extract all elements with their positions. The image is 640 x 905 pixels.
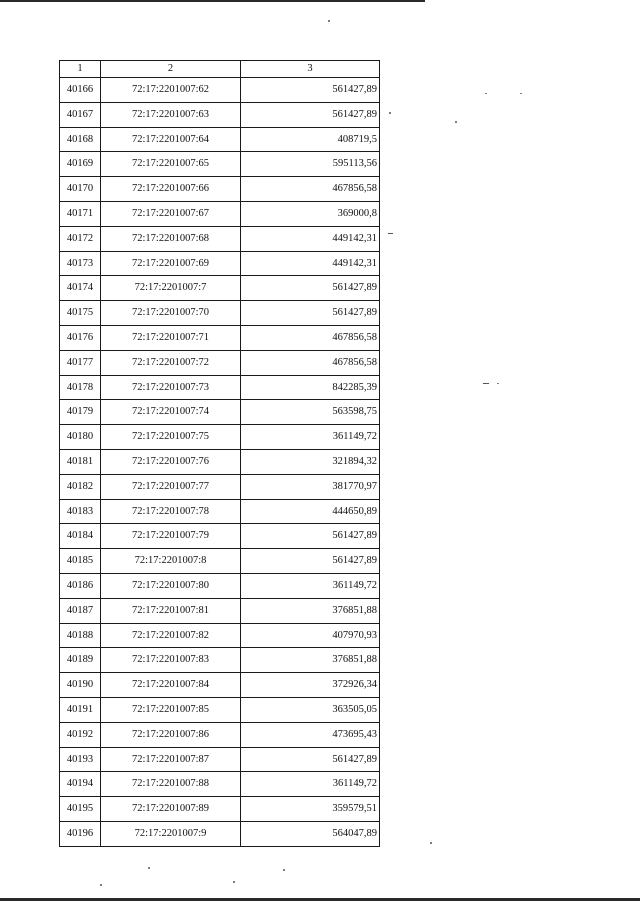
value-cell: 561427,89 xyxy=(241,549,380,574)
cadastral-number-cell: 72:17:2201007:70 xyxy=(101,301,241,326)
table-row xyxy=(60,201,380,226)
header-row xyxy=(60,61,380,78)
cadastral-number-cell: 72:17:2201007:81 xyxy=(101,598,241,623)
row-number-cell: 40194 xyxy=(60,772,101,797)
cadastral-number-cell: 72:17:2201007:86 xyxy=(101,722,241,747)
row-number-cell: 40182 xyxy=(60,474,101,499)
table-row xyxy=(60,648,380,673)
cadastral-number-cell: 72:17:2201007:79 xyxy=(101,524,241,549)
cadastral-number-cell: 72:17:2201007:8 xyxy=(101,549,241,574)
value-cell: 595113,56 xyxy=(241,152,380,177)
cadastral-number-cell: 72:17:2201007:69 xyxy=(101,251,241,276)
cadastral-number-cell: 72:17:2201007:88 xyxy=(101,772,241,797)
value-cell: 363505,05 xyxy=(241,697,380,722)
value-cell: 407970,93 xyxy=(241,623,380,648)
value-cell: 561427,89 xyxy=(241,301,380,326)
table-row xyxy=(60,251,380,276)
scan-top-rule xyxy=(0,0,425,2)
cadastral-number-cell: 72:17:2201007:87 xyxy=(101,747,241,772)
cadastral-number-cell: 72:17:2201007:82 xyxy=(101,623,241,648)
scan-speck xyxy=(100,884,102,886)
column-header-1: 1 xyxy=(60,61,101,78)
table-row xyxy=(60,722,380,747)
cadastral-number-cell: 72:17:2201007:64 xyxy=(101,127,241,152)
cadastral-number-cell: 72:17:2201007:63 xyxy=(101,102,241,127)
scan-speck xyxy=(455,121,457,123)
value-cell: 359579,51 xyxy=(241,797,380,822)
table-row xyxy=(60,375,380,400)
cadastral-number-cell: 72:17:2201007:78 xyxy=(101,499,241,524)
cadastral-number-cell: 72:17:2201007:74 xyxy=(101,400,241,425)
row-number-cell: 40190 xyxy=(60,673,101,698)
scan-speck xyxy=(148,867,150,869)
table-row xyxy=(60,772,380,797)
value-cell: 361149,72 xyxy=(241,772,380,797)
value-cell: 361149,72 xyxy=(241,425,380,450)
table-row xyxy=(60,102,380,127)
table-row xyxy=(60,226,380,251)
row-number-cell: 40187 xyxy=(60,598,101,623)
cadastral-number-cell: 72:17:2201007:73 xyxy=(101,375,241,400)
column-header-2: 2 xyxy=(101,61,241,78)
row-number-cell: 40180 xyxy=(60,425,101,450)
table-row xyxy=(60,301,380,326)
value-cell: 561427,89 xyxy=(241,524,380,549)
value-cell: 376851,88 xyxy=(241,598,380,623)
cadastral-number-cell: 72:17:2201007:84 xyxy=(101,673,241,698)
row-number-cell: 40192 xyxy=(60,722,101,747)
table-row xyxy=(60,449,380,474)
scan-speck xyxy=(328,20,330,22)
cadastral-number-cell: 72:17:2201007:67 xyxy=(101,201,241,226)
cadastral-number-cell: 72:17:2201007:89 xyxy=(101,797,241,822)
value-cell: 369000,8 xyxy=(241,201,380,226)
value-cell: 842285,39 xyxy=(241,375,380,400)
cadastral-number-cell: 72:17:2201007:75 xyxy=(101,425,241,450)
value-cell: 372926,34 xyxy=(241,673,380,698)
table-row xyxy=(60,400,380,425)
cadastral-number-cell: 72:17:2201007:66 xyxy=(101,177,241,202)
scan-speck xyxy=(233,881,235,883)
cadastral-number-cell: 72:17:2201007:7 xyxy=(101,276,241,301)
table-row xyxy=(60,152,380,177)
value-cell: 467856,58 xyxy=(241,177,380,202)
scan-speck xyxy=(497,383,499,384)
table-row xyxy=(60,623,380,648)
row-number-cell: 40175 xyxy=(60,301,101,326)
scan-bottom-rule xyxy=(0,898,640,901)
table-row xyxy=(60,276,380,301)
value-cell: 361149,72 xyxy=(241,573,380,598)
row-number-cell: 40185 xyxy=(60,549,101,574)
value-cell: 449142,31 xyxy=(241,226,380,251)
row-number-cell: 40169 xyxy=(60,152,101,177)
table-row xyxy=(60,747,380,772)
cadastral-table xyxy=(59,60,380,847)
row-number-cell: 40176 xyxy=(60,325,101,350)
table-row xyxy=(60,350,380,375)
scan-speck xyxy=(389,112,391,114)
row-number-cell: 40177 xyxy=(60,350,101,375)
cadastral-number-cell: 72:17:2201007:76 xyxy=(101,449,241,474)
row-number-cell: 40170 xyxy=(60,177,101,202)
table-row xyxy=(60,177,380,202)
table-row xyxy=(60,573,380,598)
row-number-cell: 40173 xyxy=(60,251,101,276)
row-number-cell: 40171 xyxy=(60,201,101,226)
cadastral-number-cell: 72:17:2201007:80 xyxy=(101,573,241,598)
table-row xyxy=(60,821,380,846)
cadastral-number-cell: 72:17:2201007:65 xyxy=(101,152,241,177)
value-cell: 561427,89 xyxy=(241,102,380,127)
row-number-cell: 40188 xyxy=(60,623,101,648)
cadastral-number-cell: 72:17:2201007:83 xyxy=(101,648,241,673)
cadastral-number-cell: 72:17:2201007:9 xyxy=(101,821,241,846)
value-cell: 444650,89 xyxy=(241,499,380,524)
value-cell: 376851,88 xyxy=(241,648,380,673)
table-row xyxy=(60,78,380,103)
scan-speck xyxy=(520,93,522,94)
scan-speck xyxy=(388,233,393,234)
row-number-cell: 40195 xyxy=(60,797,101,822)
value-cell: 449142,31 xyxy=(241,251,380,276)
value-cell: 561427,89 xyxy=(241,747,380,772)
value-cell: 473695,43 xyxy=(241,722,380,747)
table-row xyxy=(60,325,380,350)
row-number-cell: 40178 xyxy=(60,375,101,400)
scan-speck xyxy=(485,93,487,94)
row-number-cell: 40172 xyxy=(60,226,101,251)
row-number-cell: 40174 xyxy=(60,276,101,301)
column-header-3: 3 xyxy=(241,61,380,78)
scan-speck xyxy=(283,869,285,871)
value-cell: 564047,89 xyxy=(241,821,380,846)
table-row xyxy=(60,673,380,698)
row-number-cell: 40166 xyxy=(60,78,101,103)
row-number-cell: 40167 xyxy=(60,102,101,127)
table-row xyxy=(60,499,380,524)
value-cell: 467856,58 xyxy=(241,350,380,375)
table-body xyxy=(60,78,380,847)
row-number-cell: 40193 xyxy=(60,747,101,772)
row-number-cell: 40168 xyxy=(60,127,101,152)
table-row xyxy=(60,797,380,822)
cadastral-number-cell: 72:17:2201007:72 xyxy=(101,350,241,375)
row-number-cell: 40189 xyxy=(60,648,101,673)
value-cell: 321894,32 xyxy=(241,449,380,474)
table-row xyxy=(60,524,380,549)
table-header xyxy=(60,61,380,78)
row-number-cell: 40183 xyxy=(60,499,101,524)
value-cell: 381770,97 xyxy=(241,474,380,499)
table-row xyxy=(60,549,380,574)
scan-speck xyxy=(483,383,489,384)
cadastral-number-cell: 72:17:2201007:77 xyxy=(101,474,241,499)
value-cell: 467856,58 xyxy=(241,325,380,350)
value-cell: 563598,75 xyxy=(241,400,380,425)
value-cell: 561427,89 xyxy=(241,276,380,301)
row-number-cell: 40186 xyxy=(60,573,101,598)
table-row xyxy=(60,697,380,722)
cadastral-number-cell: 72:17:2201007:62 xyxy=(101,78,241,103)
row-number-cell: 40196 xyxy=(60,821,101,846)
cadastral-number-cell: 72:17:2201007:85 xyxy=(101,697,241,722)
cadastral-number-cell: 72:17:2201007:71 xyxy=(101,325,241,350)
cadastral-number-cell: 72:17:2201007:68 xyxy=(101,226,241,251)
value-cell: 408719,5 xyxy=(241,127,380,152)
value-cell: 561427,89 xyxy=(241,78,380,103)
table-row xyxy=(60,425,380,450)
table-row xyxy=(60,127,380,152)
table-row xyxy=(60,598,380,623)
table-row xyxy=(60,474,380,499)
row-number-cell: 40179 xyxy=(60,400,101,425)
row-number-cell: 40191 xyxy=(60,697,101,722)
scan-speck xyxy=(430,842,432,844)
row-number-cell: 40181 xyxy=(60,449,101,474)
row-number-cell: 40184 xyxy=(60,524,101,549)
